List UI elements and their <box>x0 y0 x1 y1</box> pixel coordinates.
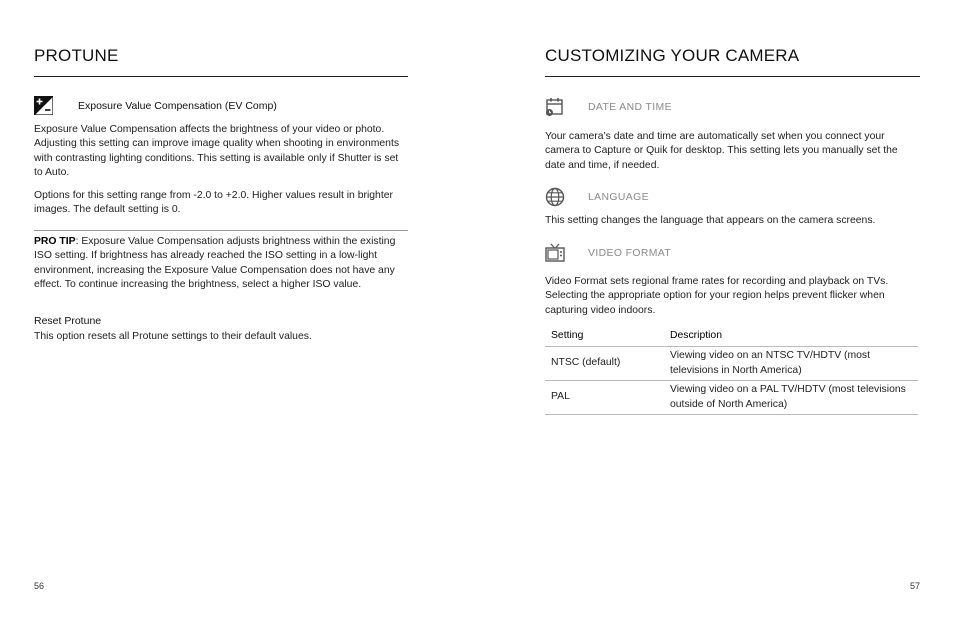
page-title-protune: PROTUNE <box>34 46 119 65</box>
date-time-label: DATE AND TIME <box>588 102 672 113</box>
table-row <box>545 381 918 415</box>
table-header-row <box>545 325 918 347</box>
tv-icon <box>545 243 565 263</box>
table-cell-setting: PAL <box>545 381 664 415</box>
ev-comp-options: Options for this setting range from -2.0 to +2.0. Higher values result in brighter images. The default setting is 0. <box>34 190 393 216</box>
table-cell-description: Viewing video on an NTSC TV/HDTV (most televisions in North America) <box>664 347 918 381</box>
table-header-description: Description <box>664 325 918 347</box>
calendar-clock-icon <box>545 97 565 117</box>
page-number-right: 57 <box>909 581 920 591</box>
table-cell-description: Viewing video on a PAL TV/HDTV (most televisions outside of North America) <box>664 381 918 415</box>
language-heading <box>545 187 920 209</box>
reset-protune-text: This option resets all Protune settings to their default values. <box>34 331 312 342</box>
video-format-table <box>545 325 918 415</box>
pro-tip-text: : Exposure Value Compensation adjusts brightness within the existing ISO setting. If brightness has already reached the ISO setting in a low-light environment, increasing the Exposure Value Compensation does not have any effect. To continue increasing the brightness, select a higher ISO value. <box>34 236 396 291</box>
table-cell-setting: NTSC (default) <box>545 347 664 381</box>
pro-tip-divider <box>34 230 408 231</box>
right-page <box>545 0 920 618</box>
pro-tip <box>34 235 408 293</box>
page-number-left: 56 <box>34 581 45 591</box>
exposure-plus-minus-icon <box>34 96 53 115</box>
page-title-customizing: CUSTOMIZING YOUR CAMERA <box>545 46 800 65</box>
globe-icon <box>545 187 565 207</box>
language-text: This setting changes the language that appears on the camera screens. <box>545 215 876 226</box>
ev-comp-label: Exposure Value Compensation (EV Comp) <box>78 100 277 112</box>
left-page <box>34 0 408 618</box>
date-time-text: Your camera’s date and time are automatically set when you connect your camera to Capture or Quik for desktop. This setting lets you manually set the date and time, if needed. <box>545 131 898 171</box>
table-header-setting: Setting <box>545 325 664 347</box>
video-format-heading <box>545 243 920 265</box>
video-format-label: VIDEO FORMAT <box>588 248 672 259</box>
reset-protune-heading: Reset Protune <box>34 315 102 327</box>
title-rule <box>34 76 408 77</box>
ev-comp-description: Exposure Value Compensation affects the brightness of your video or photo. Adjusting this setting can improve image quality when shooting in environments with contrasting lighting conditions. This setting is available only if Shutter is set to Auto. <box>34 124 400 179</box>
date-time-heading <box>545 97 920 119</box>
table-row <box>545 347 918 381</box>
title-rule <box>545 76 920 77</box>
pro-tip-label: PRO TIP <box>34 236 76 247</box>
language-label: LANGUAGE <box>588 192 649 203</box>
video-format-text: Video Format sets regional frame rates for recording and playback on TVs. Selecting the appropriate option for your region helps prevent flicker when capturing video indoors. <box>545 276 889 316</box>
